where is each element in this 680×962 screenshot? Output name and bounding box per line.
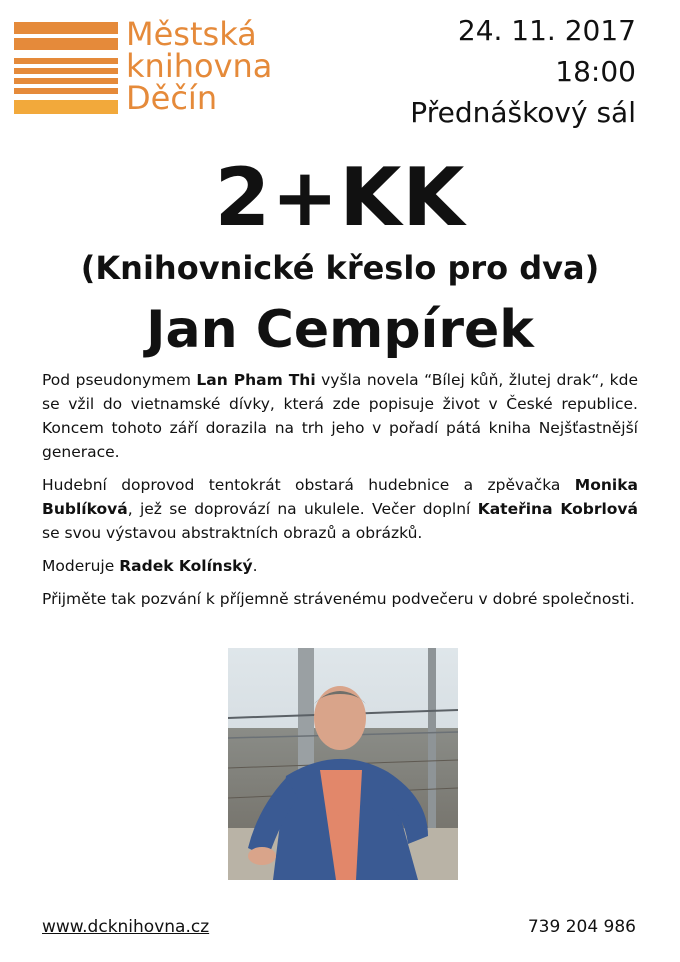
- pseudonym: Lan Pham Thi: [196, 371, 316, 389]
- p3-text-c: .: [252, 557, 258, 575]
- library-name-line2: knihovna: [126, 47, 273, 85]
- paragraph-invitation: Přijměte tak pozvání k příjemně strávenému podvečeru v dobré společnosti.: [42, 590, 635, 608]
- library-logo: [14, 15, 294, 120]
- paragraph-music: [42, 473, 638, 545]
- library-name-line3: Děčín: [126, 79, 218, 117]
- library-name: [126, 15, 273, 117]
- moderator-name: Radek Kolínský: [119, 557, 253, 575]
- library-logo-icon: [14, 22, 118, 118]
- event-date: 24. 11. 2017: [457, 14, 636, 47]
- guest-photo: [228, 648, 458, 880]
- artist-name: Kateřina Kobrlová: [477, 500, 638, 518]
- event-title: 2+KK: [214, 151, 466, 244]
- library-website-link[interactable]: www.dcknihovna.cz: [42, 917, 210, 937]
- p1-text-a: Pod pseudonymem: [42, 371, 197, 389]
- paragraph-moderator: [42, 554, 638, 578]
- musician-name: Monika Bublíková: [42, 476, 638, 518]
- library-name-line1: Městská: [126, 15, 257, 53]
- event-description: [42, 368, 638, 620]
- paragraph-novel: [42, 368, 638, 464]
- p2-text-e: se svou výstavou abstraktních obrazů a obrázků.: [42, 524, 423, 542]
- event-time: 18:00: [555, 55, 636, 88]
- event-place: Přednáškový sál: [410, 96, 636, 129]
- p2-text-a: Hudební doprovod tentokrát obstará hudebnice a zpěvačka: [42, 476, 575, 494]
- guest-photo-image: [228, 648, 458, 880]
- p3-text-a: Moderuje: [42, 557, 120, 575]
- event-subtitle: (Knihovnické křeslo pro dva): [80, 249, 600, 287]
- p2-text-c: , jež se doprovází na ukulele. Večer doplní: [127, 500, 478, 518]
- guest-name: Jan Cempírek: [146, 300, 534, 360]
- event-info: [410, 10, 636, 133]
- library-phone: 739 204 986: [527, 917, 636, 937]
- p1-text-c: vyšla novela “Bílej kůň, žlutej drak“, kde se vžil do vietnamské dívky, která zde popisuje život v České republice. Koncem tohoto září dorazila na trh jeho v pořadí pátá kniha Nejšťastnější generace.: [42, 371, 638, 461]
